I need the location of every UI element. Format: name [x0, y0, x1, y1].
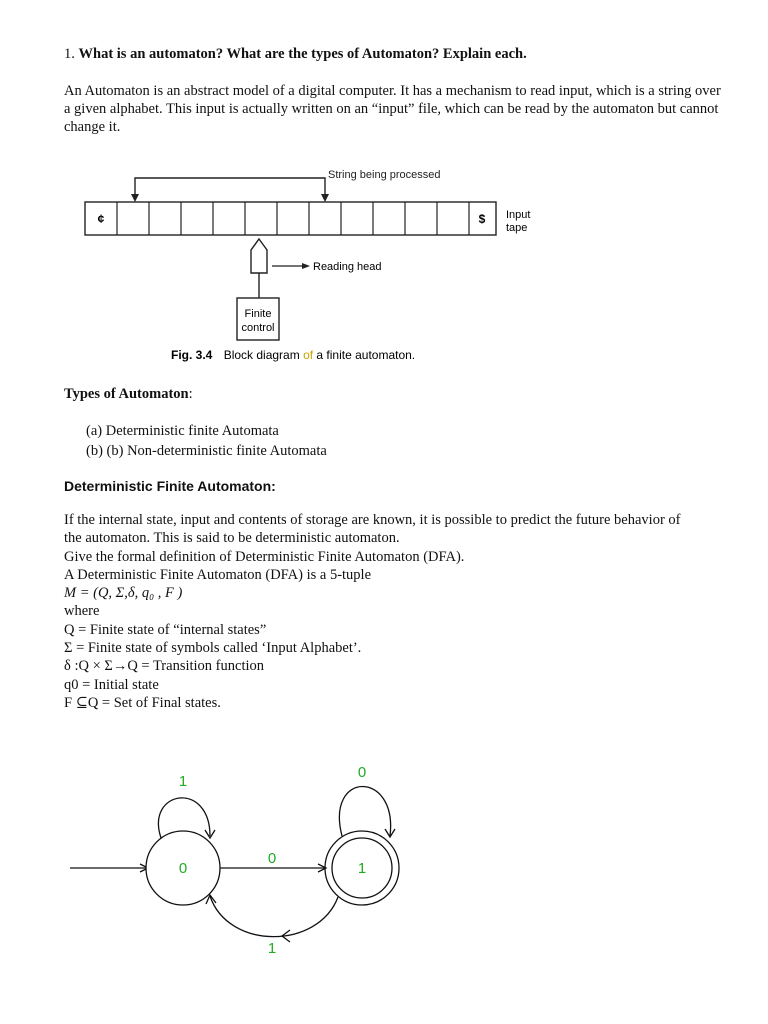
loop-1-label: 0 — [357, 764, 367, 781]
dfa-line-8: Σ = Finite state of symbols called ‘Input Alphabet’. — [64, 640, 362, 657]
bracket-arrow-left — [131, 194, 139, 202]
dfa-heading: Deterministic Finite Automaton: — [64, 478, 276, 494]
dfa-line-4: A Deterministic Finite Automaton (DFA) is a 5-tuple — [64, 566, 372, 583]
head-label: Reading head — [313, 261, 382, 273]
reading-head — [251, 239, 267, 273]
dfa-line-3: Give the formal definition of Deterministic Finite Automaton (DFA). — [64, 548, 465, 565]
question-number: 1. — [64, 46, 75, 62]
dfa-line-5: M = (Q, Σ,δ, q₀ , F ) — [64, 585, 183, 602]
loop-1 — [339, 787, 390, 837]
types-item-b: (b) (b) Non-deterministic finite Automata — [86, 443, 327, 459]
edge-0-to-1-label: 0 — [267, 850, 277, 867]
control-label-line2: control — [241, 322, 275, 334]
string-bracket — [135, 178, 325, 200]
dfa-definition — [64, 511, 680, 712]
types-list — [86, 421, 327, 461]
types-heading: Types of Automaton: — [64, 386, 193, 402]
types-item-a: (a) Deterministic finite Automata — [86, 423, 279, 439]
figure-caption — [171, 348, 415, 362]
control-label-line1: Finite — [244, 308, 272, 320]
question-heading — [64, 46, 527, 63]
dfa-line-6: where — [64, 603, 100, 620]
dfa-line-9: δ :Q × Σ→Q = Transition function — [64, 658, 264, 675]
input-tape — [85, 202, 496, 235]
figure-finite-automaton-block-diagram — [60, 160, 560, 370]
edge-1-to-0 — [210, 896, 338, 937]
question-text: What is an automaton? What are the types of Automaton? Explain each. — [78, 46, 527, 62]
dfa-line-11: F ⊆Q = Set of Final states. — [64, 694, 221, 711]
figure-dfa-state-diagram — [60, 750, 460, 965]
bracket-arrow-right — [321, 194, 329, 202]
caption-number: Fig. 3.4 — [171, 348, 213, 362]
dfa-line-7: Q = Finite state of “internal states” — [64, 621, 267, 638]
state-1-label: 1 — [357, 860, 367, 877]
tape-start-symbol: ¢ — [97, 212, 105, 226]
caption-text-a: Block diagram — [223, 348, 304, 362]
head-pointer-arrow — [302, 263, 310, 269]
dfa-line-1: If the internal state, input and contents of storage are known, it is possible to predict the future behavior of — [64, 512, 681, 528]
caption-of: of — [303, 348, 314, 362]
dfa-line-10: q0 = Initial state — [64, 676, 159, 693]
string-label: String being processed — [328, 169, 441, 181]
loop-0-label: 1 — [178, 773, 188, 790]
state-0-label: 0 — [178, 860, 188, 877]
caption-text-b: a finite automaton. — [313, 348, 416, 362]
tape-label-line1: Input — [506, 209, 531, 221]
dfa-line-2: the automaton. This is said to be deterministic automaton. — [64, 530, 400, 547]
tape-label-line2: tape — [506, 222, 528, 234]
intro-paragraph: An Automaton is an abstract model of a digital computer. It has a mechanism to read input, which is a string over a given alphabet. This input is actually written on an “input” file, which can be read by the automaton but cannot change it. — [64, 83, 721, 135]
tape-cells — [117, 202, 469, 235]
tape-end-symbol: $ — [478, 212, 486, 226]
edge-1-to-0-label: 1 — [267, 940, 277, 957]
